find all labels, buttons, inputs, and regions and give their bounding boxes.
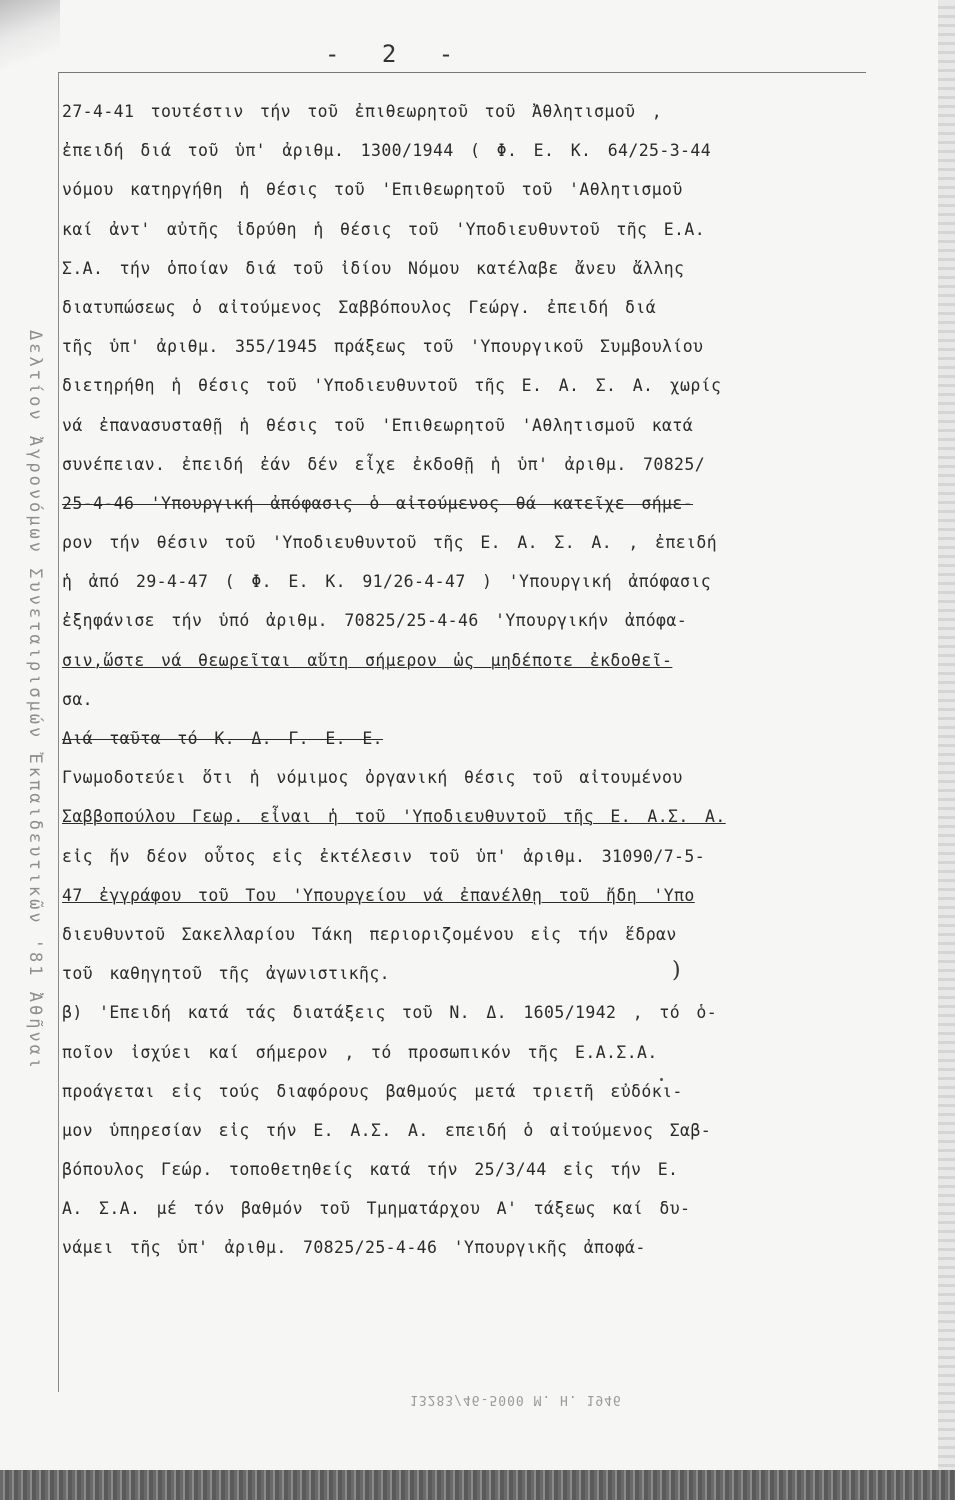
handwritten-mark: )	[672, 958, 681, 983]
margin-stamp-graphic	[0, 0, 48, 1180]
text-line: σα.	[62, 689, 94, 709]
text-line: διετηρήθη ἡ θέσις τοῦ 'Υποδιευθυντοῦ τῆς Ε. Α. Σ. Α. χωρίς	[62, 376, 722, 396]
text-line: καί ἀντ' αὐτῆς ἱδρύθη ἡ θέσις τοῦ 'Υποδιευθυντοῦ τῆς Ε.Α.	[62, 219, 706, 239]
text-line: βόπουλος Γεώρ. τοποθετηθείς κατά τήν 25/3/44 εἰς τήν Ε.	[62, 1160, 679, 1180]
text-line: 47 ἐγγράφου τοῦ Του 'Υπουργείου νά ἐπανέλθῃ τοῦ ἤδη 'Υπο	[62, 885, 695, 905]
page-number: - 2 -	[325, 40, 468, 68]
text-line: νάμει τῆς ὑπ' ἀριθμ. 70825/25-4-46 'Υπουργικῆς ἀποφά-	[62, 1238, 646, 1258]
text-line: ρον τήν θέσιν τοῦ 'Υποδιευθυντοῦ τῆς Ε. Α. Σ. Α. , ἐπειδή	[62, 533, 718, 553]
text-line: διευθυντοῦ Σακελλαρίου Τάκη περιοριζομένου εἰς τήν ἕδραν	[62, 924, 677, 944]
text-line: τῆς ὑπ' ἀριθμ. 355/1945 πράξεως τοῦ 'Υπουργικοῦ Συμβουλίου	[62, 337, 704, 357]
text-line-struck: 25-4-46 'Υπουργική ἀπόφασις ὁ αἰτούμενος θά κατεῖχε σήμε-	[62, 493, 694, 513]
text-line: νόμου κατηργήθη ἡ θέσις τοῦ 'Επιθεωρητοῦ τοῦ 'Αθλητισμοῦ	[62, 180, 683, 200]
scan-bottom-band	[0, 1470, 955, 1500]
text-line: σιν,ὥστε νά θεωρεῖται αὕτη σήμερον ὡς μηδέποτε ἐκδοθεῖ-	[62, 650, 673, 670]
scan-right-edge	[938, 0, 955, 1470]
footer-stamp: 13283/46-5000 M. H. 1946	[410, 1392, 622, 1407]
text-line: προάγεται εἰς τούς διαφόρους βαθμούς μετά τριετῆ εὐδόκι-	[62, 1081, 683, 1101]
text-line: ἐπειδή διά τοῦ ὑπ' ἀριθμ. 1300/1944 ( Φ. Ε. Κ. 64/25-3-44	[62, 141, 712, 161]
text-line: β) 'Επειδή κατά τάς διατάξεις τοῦ Ν. Δ. 1605/1942 , τό ὁ-	[62, 1003, 718, 1023]
text-line: Α. Σ.Α. μέ τόν βαθμόν τοῦ Τμηματάρχου Α' τάξεως καί δυ-	[62, 1199, 691, 1219]
margin-stamp	[0, 0, 48, 1180]
margin-rule	[58, 72, 59, 1392]
margin-stamp-text: Δελτίον Ἀγρονόμων Συνεταιρισμών Ἐκπαιδευτικῶν '81 Ἀθῆναι	[25, 330, 45, 1072]
section-heading: Διά ταῦτα τό Κ. Δ. Γ. Ε. Ε.	[62, 729, 384, 748]
text-line: νά ἐπανασυσταθῇ ἡ θέσις τοῦ 'Επιθεωρητοῦ 'Αθλητισμοῦ κατά	[62, 415, 694, 435]
text-line: διατυπώσεως ὁ αἰτούμενος Σαββόπουλος Γεώργ. ἐπειδή διά	[62, 297, 657, 317]
text-line: Σαββοπούλου Γεωρ. εἶναι ἡ τοῦ 'Υποδιευθυντοῦ τῆς Ε. Α.Σ. Α.	[62, 807, 726, 827]
text-line: Γνωμοδοτεύει ὅτι ἡ νόμιμος ὀργανική θέσις τοῦ αἰτουμένου	[62, 768, 683, 788]
text-line: ποῖον ἰσχύει καί σήμερον , τό προσωπικόν τῆς Ε.Α.Σ.Α.	[62, 1042, 658, 1062]
text-line: μον ὑπηρεσίαν εἰς τήν Ε. Α.Σ. Α. επειδή ὁ αἰτούμενος Σαβ-	[62, 1120, 712, 1140]
top-rule	[58, 72, 866, 73]
text-line: ἡ ἀπό 29-4-47 ( Φ. Ε. Κ. 91/26-4-47 ) 'Υπουργική ἀπόφασις	[62, 572, 712, 592]
text-line: 27-4-41 τουτέστιν τήν τοῦ ἐπιθεωρητοῦ τοῦ Ἀθλητισμοῦ ,	[62, 102, 663, 121]
text-line: ἐξηφάνισε τήν ὑπό ἀριθμ. 70825/25-4-46 'Υπουργικήν ἀπόφα-	[62, 611, 688, 631]
text-line: Σ.Α. τήν ὁποίαν διά τοῦ ἰδίου Νόμου κατέλαβε ἄνευ ἄλλης	[62, 258, 685, 278]
text-line: εἰς ἥν δέον οὗτος εἰς ἐκτέλεσιν τοῦ ὑπ' ἀριθμ. 31090/7-5-	[62, 846, 706, 866]
ink-dot	[660, 1078, 663, 1081]
document-body	[62, 92, 882, 1268]
text-line: τοῦ καθηγητοῦ τῆς ἀγωνιστικῆς.	[62, 964, 391, 984]
text-line: συνέπειαν. ἐπειδή ἐάν δέν εἶχε ἐκδοθῇ ἡ ὑπ' ἀριθμ. 70825/	[62, 454, 706, 474]
